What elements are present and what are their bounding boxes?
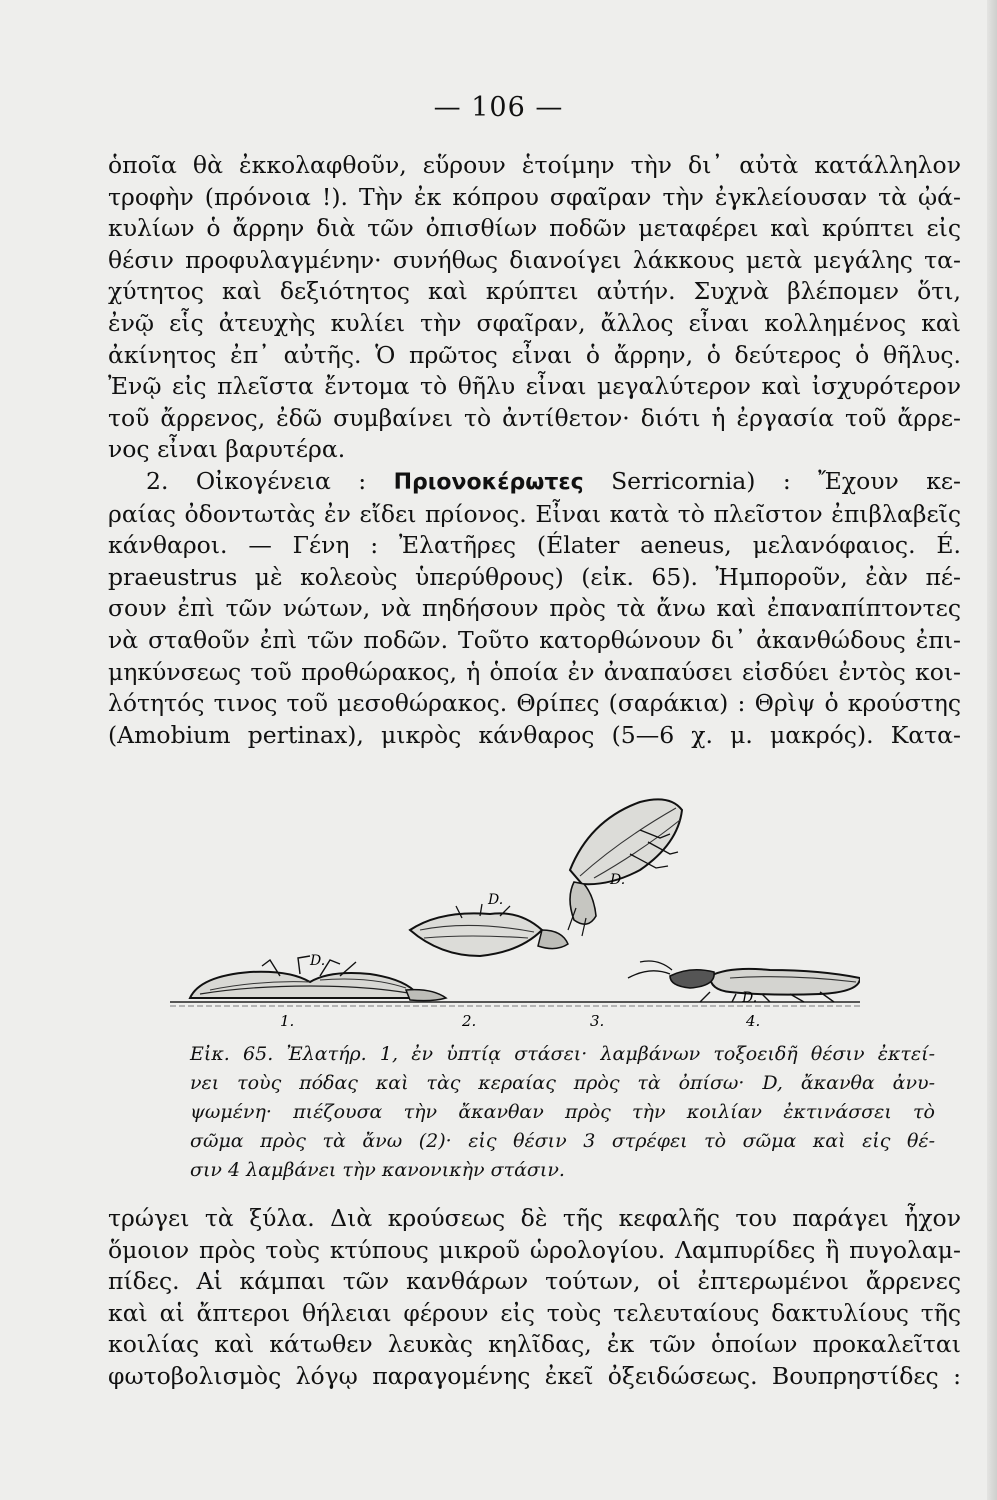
family-name: Πριονοκέρωτες [393,469,584,495]
text-line: πίδες. Αἱ κάμπαι τῶν κανθάρων τούτων, οἱ ἐπτερωμένοι ἄρρενες [108,1267,961,1296]
position-number: 4. [746,1012,761,1030]
text-line: χύτητος καὶ δεξιότητος καὶ κρύπτει αὐτήν. Συχνὰ βλέπομεν ὅτι, [108,277,961,306]
section-heading-line [108,466,961,499]
text-line: κυλίων ὁ ἄρρην διὰ τῶν ὀπισθίων ποδῶν μεταφέρει καὶ κρύπτει εἰς [108,214,961,243]
text-line: ὅμοιον πρὸς τοὺς κτύπους μικροῦ ὡρολογίου. Λαμπυρίδες ἢ πυγολαμ- [108,1235,961,1264]
text-line: τοῦ ἄρρενος, ἐδῶ συμβαίνει τὸ ἀντίθετον· διότι ἡ ἐργασία τοῦ ἄρρε- [108,403,961,432]
page-number: — 106 — [433,92,564,123]
figure-caption [190,1040,935,1185]
family-label: Οἰκογένεια : [195,466,367,495]
text-line: θέσιν προφυλαγμένην· συνήθως διανοίγει λάκκους μετὰ μεγάλης τα- [108,245,961,274]
text-line: καὶ αἱ ἄπτεροι θήλειαι φέρουν εἰς τοὺς τελευταίους δακτυλίους τῆς [108,1298,961,1327]
spine-label: D. [310,953,326,969]
text-line: praeustrus μὲ κολεοὺς ὑπερύθρους) (εἰκ. 65). Ἠμποροῦν, ἐὰν πέ- [108,562,961,591]
text-line: νὰ σταθοῦν ἐπὶ τῶν ποδῶν. Τοῦτο κατορθώνουν δι᾿ ἀκανθώδους ἐπι- [108,625,961,654]
page-edge-shadow [987,0,997,1500]
caption-line: Εἰκ. 65. Ἐλατήρ. 1, ἐν ὑπτίᾳ στάσει· λαμβάνων τοξοειδῆ θέσιν ἐκτεί- [190,1043,935,1065]
caption-line: σιν 4 λαμβάνει τὴν κανονικὴν στάσιν. [190,1159,565,1181]
text-line: σουν ἐπὶ τῶν νώτων, νὰ πηδήσουν πρὸς τὰ ἄνω καὶ ἐπαναπίπτοντες [108,594,961,623]
text-line: μηκύνσεως τοῦ προθώρακος, ἡ ὁποία ἐν ἀναπαύσει εἰσδύει ἐντὸς κοι- [108,657,961,686]
body-text-bottom [108,1203,961,1393]
text-line: ἀκίνητος ἐπ᾿ αὐτῆς. Ὁ πρῶτος εἶναι ὁ ἄρρην, ὁ δεύτερος ὁ θῆλυς. [108,340,961,369]
text-line: τροφὴν (πρόνοια !). Τὴν ἐκ κόπρου σφαῖραν τὴν ἐγκλείουσαν τὰ ᾠά- [108,182,961,211]
click-beetle-illustration [170,780,860,1030]
section-number: 2. [146,466,169,495]
beetle-position-2 [410,904,568,956]
text-line: (Amobium pertinax), μικρὸς κάνθαρος (5—6 χ. μ. μακρός). Κατα- [108,720,961,749]
caption-line: ψωμένη· πιέζουσα τὴν ἄκανθαν πρὸς τὴν κοιλίαν ἐκτινάσσει τὸ [190,1101,935,1123]
text-line: λότητός τινος τοῦ μεσοθώρακος. Θρίπες (σαράκια) : Θρὶψ ὁ κρούστης [108,689,961,718]
beetle-position-3 [568,799,682,936]
position-number: 1. [280,1012,295,1030]
text-line: Ἐνῷ εἰς πλεῖστα ἔντομα τὸ θῆλυ εἶναι μεγαλύτερον καὶ ἰσχυρότερον [108,372,961,401]
text-line: τρώγει τὰ ξύλα. Διὰ κρούσεως δὲ τῆς κεφαλῆς του παράγει ἦχον [108,1204,961,1232]
spine-label: D. [488,892,504,908]
caption-line: νει τοὺς πόδας καὶ τὰς κεραίας πρὸς τὰ ὀπίσω· D, ἄκανθα ἀνυ- [190,1072,935,1094]
position-number: 3. [590,1012,605,1030]
text-line: ἐνῷ εἷς ἀτευχὴς κυλίει τὴν σφαῖραν, ἄλλος εἶναι κολλημένος καὶ [108,308,961,337]
body-text-top [108,150,961,751]
beetle-figure [170,780,860,1030]
position-number: 2. [462,1012,477,1030]
family-rest: Serricornia) : Ἔχουν κε- [611,466,961,495]
text-line: ραίας ὀδοντωτὰς ἐν εἴδει πρίονος. Εἶναι κατὰ τὸ πλεῖστον ἐπιβλαβεῖς [108,499,961,528]
spine-label: D. [610,872,626,888]
text-line: ὁποῖα θὰ ἐκκολαφθοῦν, εὕρουν ἑτοίμην τὴν δι᾿ αὐτὰ κατάλληλον [108,151,961,179]
text-line: κάνθαροι. — Γένη : Ἐλατῆρες (Élater aeneus, μελανόφαιος. É. [108,531,961,560]
text-line: κοιλίας καὶ κάτωθεν λευκὰς κηλῖδας, ἐκ τῶν ὁποίων προκαλεῖται [108,1330,961,1359]
text-line: νος εἶναι βαρυτέρα. [108,435,346,464]
spine-label: D. [742,990,758,1006]
text-line: φωτοβολισμὸς λόγῳ παραγομένης ἐκεῖ ὀξειδώσεως. Βουπρηστίδες : [108,1361,961,1390]
caption-line: σῶμα πρὸς τὰ ἄνω (2)· εἰς θέσιν 3 στρέφει τὸ σῶμα καὶ εἰς θέ- [190,1130,935,1152]
